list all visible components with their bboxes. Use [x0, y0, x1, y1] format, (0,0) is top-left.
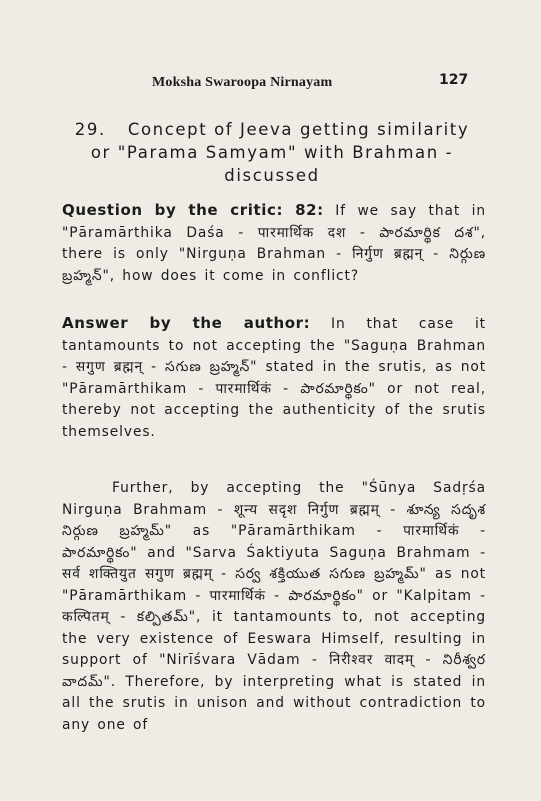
answer-lead: Answer by the author:: [62, 314, 311, 332]
further-paragraph: [62, 478, 486, 736]
page-number: 127: [439, 72, 469, 88]
answer-paragraph: [62, 313, 486, 443]
section-number: 29.: [74, 120, 106, 139]
question-text: If we say that in "Pāramārthika Daśa - पारमार्थिक दश - పారమార్థిక దశ", there is only "Nirguṇa Brahman - निर्गुण ब्रह्मन् - నిర్గుణ బ్రహ్మన్", how does it come in conflict?: [62, 203, 486, 284]
section-heading: [62, 118, 482, 187]
question-lead: Question by the critic: 82:: [62, 201, 324, 219]
running-title: Moksha Swaroopa Nirnayam: [152, 75, 333, 90]
section-title: Concept of Jeeva getting similarity or "Parama Samyam" with Brahman - discussed: [90, 120, 470, 185]
answer-text: In that case it tantamounts to not accepting the "Saguṇa Brahman - सगुण ब्रह्मन् - సగుణ బ్రహ్మన్" stated in the srutis, as not "Pāramārthikam - पारमार्थिकं - పారమార్థికం" or not real, thereby not accepting the authenticity of the srutis themselves.: [62, 316, 486, 440]
further-text: Further, by accepting the "Śūnya Sadṛśa Nirguṇa Brahmam - शून्य सदृश निर्गुण ब्रह्मम् - శూన్య సదృశ నిర్గుణ బ్రహ్మమ్" as "Pāramārthikam - पारमार्थिकं - పారమార్థికం" and "Sarva Śaktiyuta Saguṇa Brahmam - सर्व शक्तियुत सगुण ब्रह्मम् - సర్వ శక్తియుత సగుణ బ్రహ్మమ్" as not "Pāramārthikam - पारमार्थिकं - పారమార్థికం" or "Kalpitam - कल्पितम् - కల్పితమ్", it tantamounts to, not accepting the very existence of Eeswara Himself, resulting in support of "Nirīśvara Vādam - निरीश्वर वादम् - నిరీశ్వర వాదమ్". Therefore, by interpreting what is stated in all the srutis in unison and without contradiction to any one of: [62, 480, 486, 733]
question-paragraph: [62, 200, 486, 287]
